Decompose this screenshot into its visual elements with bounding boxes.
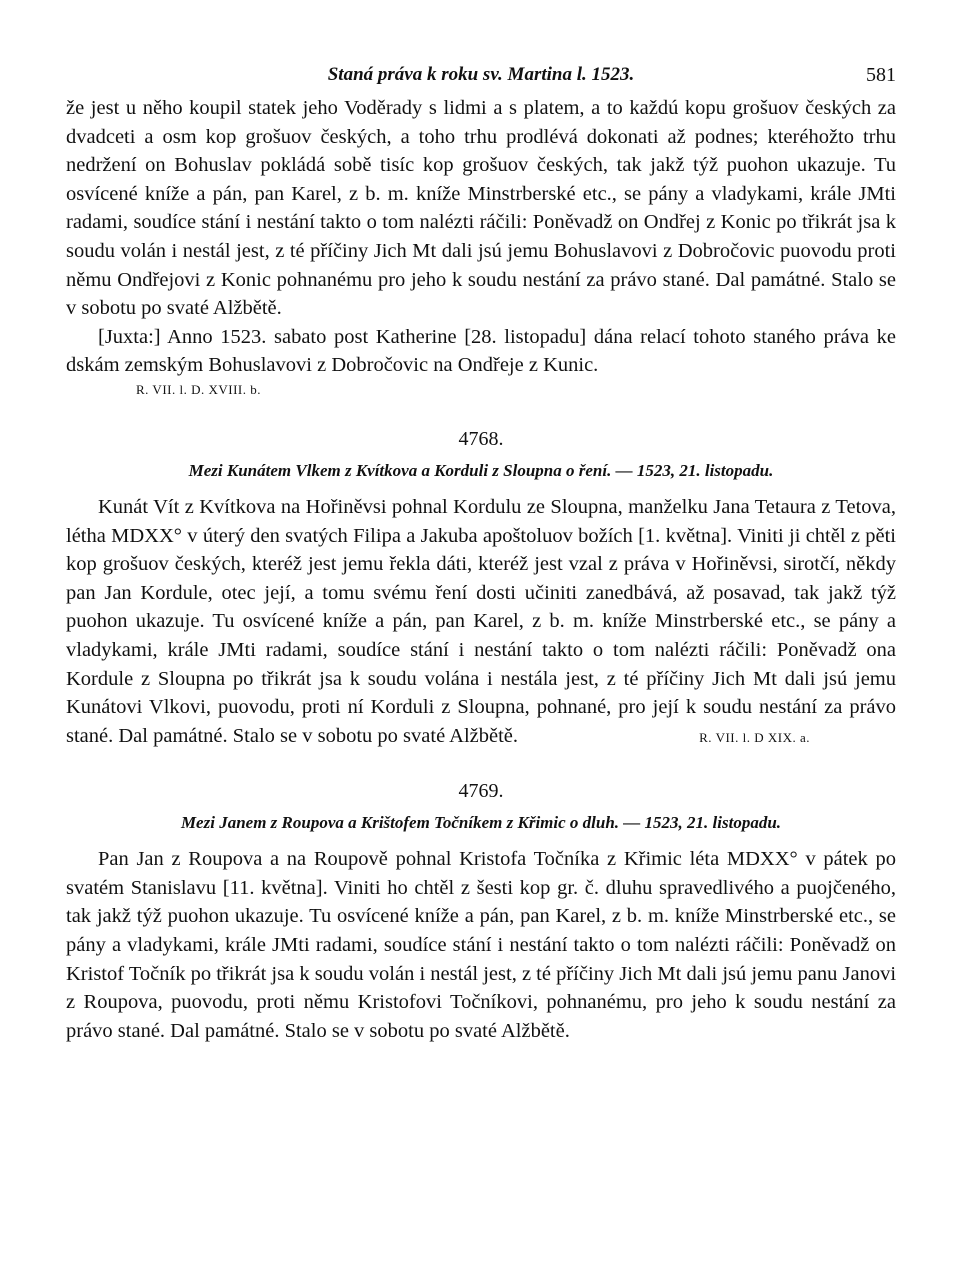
juxta-paragraph: [Juxta:] Anno 1523. sabato post Katherine [28. listopadu] dána relací tohoto staného práva ke dskám zemským Bohuslavovi z Dobročovic na Ondřeje z Kunic. — [66, 325, 896, 377]
entry-number: 4768. — [458, 427, 504, 450]
entry-paragraph: Pan Jan z Roupova a na Roupově pohnal Kristofa Točníka z Křimic léta MDXX° v pátek po svatém Stanislavu [11. května]. Viniti ho chtěl z šesti kop gr. č. dluhu spravedlivého a puojčeného, tak jakž týž puohon ukazuje. Tu osvícené kníže a pán, pan Karel, z b. m. kníže Minstrberské etc., se pány a vladykami, krále JMti radami, soudíce stání i nestání takto o tom nalézti ráčili: Poněvadž on Kristof Točník po třikrát jsa k soudu volán i nestál jest, z té příčiny Jich Mt dali jsú jemu panu Janovi z Roupova, puovodu, proti němu Kristofovi Točníkovi, pohnanému, pro jeho k soudu nestání za právo stané. Dal památné. Stalo se v sobotu po svaté Alžbětě. — [66, 848, 897, 1042]
entry-paragraph: Kunát Vít z Kvítkova na Hořiněvsi pohnal Kordulu ze Sloupna, manželku Jana Tetaura z Tetova, létha MDXX° v úterý den svatých Filipa a Jakuba apoštoluov božích [1. května]. Viniti ji chtěl z pěti kop grošuov českých, kteréž jest jemu řekla dáti, kteréž jest vzal z práva v Hořiněvsi, sirotčí, někdy pan Jan Kordule, otec její, a tomu svému ření dosti učiniti zanedbává, až posavad, tak jakž týž puohon ukazuje. Tu osvícené kníže a pán, pan Karel, z b. m. kníže Minstrberské etc., se pány a vladykami, krále JMti radami, soudíce stání i nestání takto o tom nalézti ráčili: Poněvadž ona Kordule z Sloupna po třikrát jsa k soudu volána i nestála jest, z té příčiny Jich Mt dali jsú jemu Kunátovi Vlkovi, puovodu, proti ní Korduli z Sloupna, pohnané, pro její k soudu nestání za právo stané. Dal památné. Stalo se v sobotu po svaté Alžbětě. — [66, 495, 896, 747]
source-reference: R. VII. l. D. XVIII. b. — [136, 381, 261, 397]
entry-heading: Mezi Janem z Roupova a Krištofem Točníkem z Křimic o dluh. — 1523, 21. listopadu. — [180, 813, 782, 833]
running-head — [66, 58, 896, 94]
source-reference: R. VII. l. D XIX. a. — [699, 730, 810, 746]
entry-number: 4769. — [458, 780, 504, 803]
document-page — [66, 58, 896, 1045]
intro-paragraph: že jest u něho koupil statek jeho Voděrady s lidmi a s platem, a to každú kopu grošuov českých za dvadceti a osm kop grošuov českých, a toho trhu prodlévá dokonati až podnes; kteréhožto trhu nedržení on Bohuslav pokládá sobě tisíc kop grošuov českých, tak jakž týž puohon ukazuje. Tu osvícené kníže a pán, pan Karel, z b. m. kníže Minstrberské etc., se pány a vladykami, krále JMti radami, soudíce stání i nestání takto o tom nalézti ráčili: Poněvadž on Ondřej z Konic po třikrát jsa k soudu volán i nestál jest, z té příčiny Jich Mt dali jsú jemu Bohuslavovi z Dobročovic puovodu proti němu Ondřejovi z Konic pohnanému pro jeho k soudu nestání za právo stané. Dal památné. Stalo se v sobotu po svaté Alžbětě. — [66, 97, 896, 320]
page-number: 581 — [866, 64, 896, 86]
entry-body — [66, 493, 896, 750]
entry-heading: Mezi Kunátem Vlkem z Kvítkova a Korduli z Sloupna o ření. — 1523, 21. listopadu. — [188, 460, 774, 480]
running-title: Staná práva k roku sv. Martina l. 1523. — [327, 64, 635, 85]
